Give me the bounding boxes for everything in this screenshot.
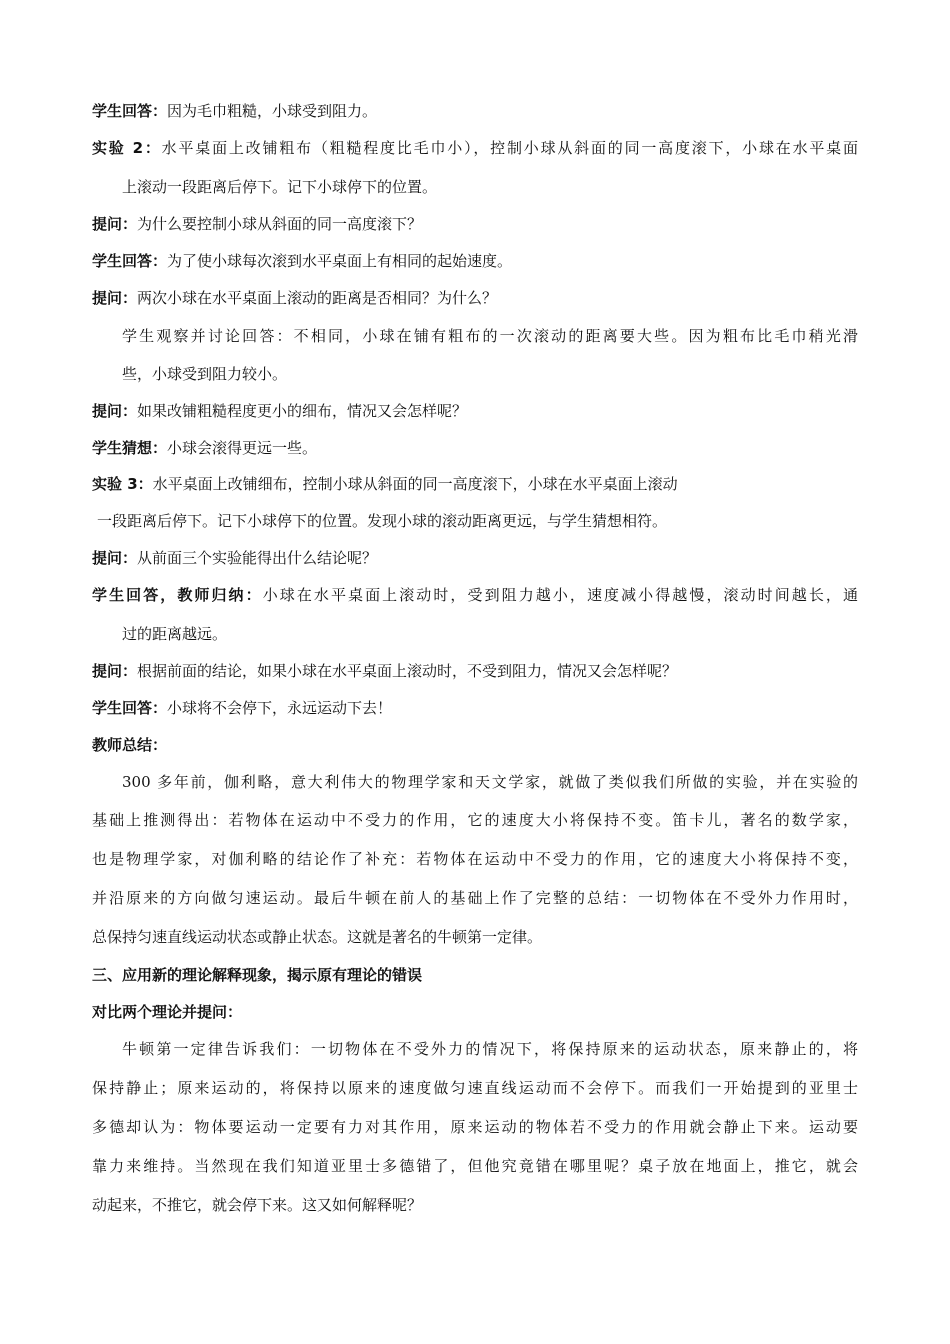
speaker-label: 提问： — [92, 549, 138, 567]
line-text: 小球将不会停下，永远运动下去！ — [167, 699, 393, 717]
line-text: 两次小球在水平桌面上滚动的距离是否相同？为什么？ — [137, 289, 498, 307]
line-text: 保持静止；原来运动的，将保持以原来的速度做匀速直线运动而不会停下。而我们一开始提到的亚里士 — [92, 1079, 858, 1097]
continuation-line — [97, 511, 667, 531]
line-text: 靠力来维持。当然现在我们知道亚里士多德错了，但他究竟错在哪里呢？桌子放在地面上，推它，就会 — [92, 1157, 858, 1175]
line-text: 些，小球受到阻力较小。 — [122, 365, 288, 383]
speaker-label: 提问： — [92, 402, 138, 420]
section-title: 三、应用新的理论解释现象，揭示原有理论的错误 — [92, 966, 423, 984]
continuation-line — [122, 177, 437, 197]
paragraph-line — [92, 888, 858, 908]
qa-line — [92, 251, 512, 271]
paragraph-line — [92, 1195, 422, 1215]
continuation-line — [122, 364, 287, 384]
question-line — [92, 401, 467, 421]
speaker-label: 学生猜想： — [92, 439, 168, 457]
qa-line — [92, 698, 392, 718]
line-text: 小球在水平桌面上滚动时，受到阻力越小，速度减小得越慢，滚动时间越长，通 — [262, 586, 858, 604]
question-line — [92, 214, 422, 234]
experiment-line — [92, 138, 858, 158]
line-text: 总保持匀速直线运动状态或静止状态。这就是著名的牛顿第一定律。 — [92, 928, 543, 946]
line-text: 牛顿第一定律告诉我们：一切物体在不受外力的情况下，将保持原来的运动状态，原来静止的，将 — [122, 1040, 858, 1058]
question-line — [92, 548, 377, 568]
experiment-label: 实验 2： — [92, 139, 162, 157]
line-text: 根据前面的结论，如果小球在水平桌面上滚动时，不受到阻力，情况又会怎样呢？ — [137, 662, 678, 680]
line-text: 过的距离越远。 — [122, 625, 228, 643]
question-line — [92, 661, 677, 681]
line-text: 动起来，不推它，就会停下来。这又如何解释呢？ — [92, 1196, 423, 1214]
paragraph-line — [122, 772, 858, 792]
paragraph-line — [92, 1078, 858, 1098]
qa-line — [92, 585, 858, 605]
line-text: 为什么要控制小球从斜面的同一高度滚下？ — [137, 215, 423, 233]
qa-line — [92, 101, 377, 121]
line-text: 为了使小球每次滚到水平桌面上有相同的起始速度。 — [167, 252, 513, 270]
line-text: 一段距离后停下。记下小球停下的位置。发现小球的滚动距离更远，与学生猜想相符。 — [97, 512, 668, 530]
line-text: 因为毛巾粗糙，小球受到阻力。 — [167, 102, 378, 120]
paragraph-line — [122, 1039, 858, 1059]
speaker-label: 学生回答： — [92, 699, 168, 717]
line-text: 300 多年前，伽利略，意大利伟大的物理学家和天文学家，就做了类似我们所做的实验，并在实验的 — [122, 773, 858, 791]
section-heading — [92, 735, 167, 755]
speaker-label: 提问： — [92, 662, 138, 680]
speaker-label: 学生回答，教师归纳： — [92, 586, 263, 604]
line-text: 基础上推测得出：若物体在运动中不受力的作用，它的速度大小将保持不变。笛卡儿，著名的数学家， — [92, 811, 858, 829]
section-heading — [92, 965, 422, 985]
line-text: 如果改铺粗糙程度更小的细布，情况又会怎样呢？ — [137, 402, 468, 420]
line-text: 也是物理学家，对伽利略的结论作了补充：若物体在运动中不受力的作用，它的速度大小将保持不变， — [92, 850, 858, 868]
experiment-label: 实验 3： — [92, 475, 153, 493]
subheading — [92, 1002, 242, 1022]
question-line — [92, 288, 497, 308]
line-text: 学生观察并讨论回答：不相同，小球在铺有粗布的一次滚动的距离要大些。因为粗布比毛巾稍光滑 — [122, 327, 858, 345]
continuation-line — [122, 624, 227, 644]
line-text: 水平桌面上改铺细布，控制小球从斜面的同一高度滚下，小球在水平桌面上滚动 — [152, 475, 678, 493]
speaker-label: 提问： — [92, 215, 138, 233]
paragraph-line — [92, 1117, 858, 1137]
line-text: 多德却认为：物体要运动一定要有力对其作用，原来运动的物体若不受力的作用就会静止下来。运动要 — [92, 1118, 858, 1136]
line-text: 小球会滚得更远一些。 — [167, 439, 318, 457]
line-text: 水平桌面上改铺粗布（粗糙程度比毛巾小），控制小球从斜面的同一高度滚下，小球在水平桌面 — [161, 139, 858, 157]
line-text: 从前面三个实验能得出什么结论呢？ — [137, 549, 378, 567]
guess-line — [92, 438, 317, 458]
line-text: 上滚动一段距离后停下。记下小球停下的位置。 — [122, 178, 438, 196]
line-text: 并沿原来的方向做匀速运动。最后牛顿在前人的基础上作了完整的总结：一切物体在不受外力作用时， — [92, 889, 858, 907]
speaker-label: 学生回答： — [92, 252, 168, 270]
subheading-label: 对比两个理论并提问： — [92, 1003, 243, 1021]
speaker-label: 提问： — [92, 289, 138, 307]
speaker-label: 教师总结： — [92, 736, 168, 754]
paragraph-line — [92, 810, 858, 830]
speaker-label: 学生回答： — [92, 102, 168, 120]
paragraph-line — [92, 927, 542, 947]
paragraph-line — [92, 849, 858, 869]
paragraph-line — [122, 326, 858, 346]
experiment-line — [92, 474, 678, 494]
paragraph-line — [92, 1156, 858, 1176]
